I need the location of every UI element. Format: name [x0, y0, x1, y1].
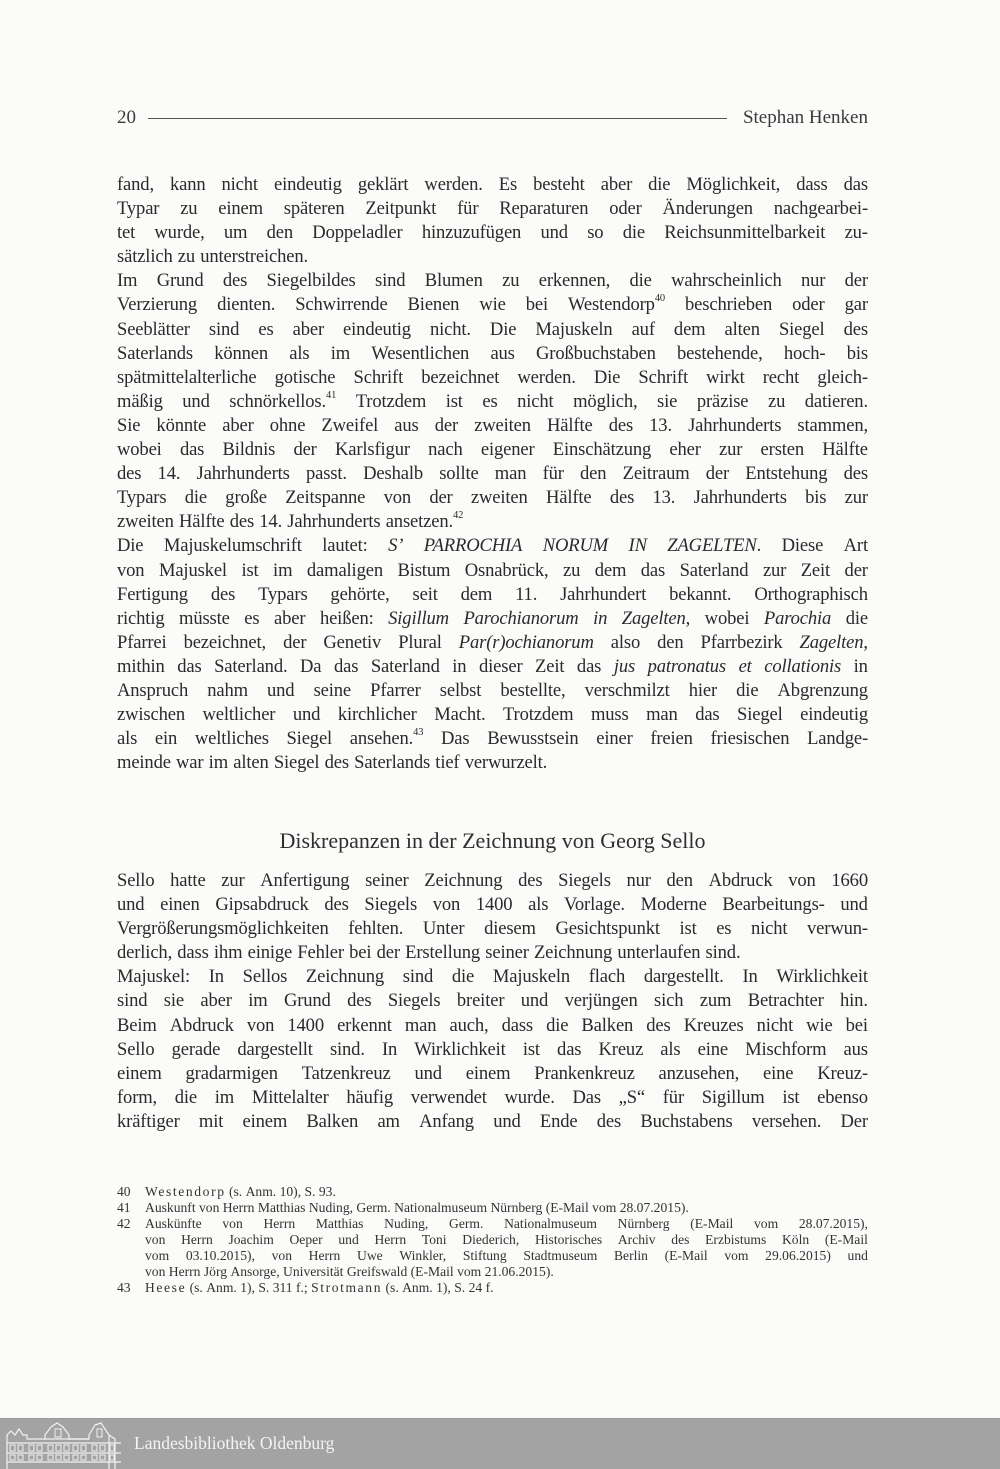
paragraph [117, 869, 868, 965]
running-author: Stephan Henken [742, 107, 868, 128]
paragraph [117, 534, 868, 775]
library-name: Landesbibliothek Oldenburg [134, 1433, 335, 1453]
text-line: Beim Abdruck von 1400 erkennt man auch, dass die Balken des Kreuzes nicht wie bei [117, 1014, 868, 1036]
text-line: derlich, dass ihm einige Fehler bei der Erstellung seiner Zeichnung unterlaufen sind. [117, 942, 741, 964]
footnote-text: Auskünfte von Herrn Matthias Nuding, Germ. Nationalmuseum Nürnberg (E-Mail vom 28.07.2015), von Herrn Joachim Oeper und Herrn Toni Diederich, Historisches Archiv des Erzbistums Köln (E-Mail vom 03.10.2015), von Herrn Uwe Winkler, Stiftung Stadtmuseum Berlin (E-Mail vom 29.06.2015) und von Herrn Jörg Ansorge, Universität Greifswald (E-Mail vom 21.06.2015). [145, 1216, 868, 1279]
paragraph [117, 269, 868, 534]
text-line: sätzlich zu unterstreichen. [117, 246, 308, 268]
text-line: Sello gerade dargestellt sind. In Wirklichkeit ist das Kreuz als eine Mischform aus [117, 1038, 868, 1060]
text-line: richtig müsste es aber heißen: Sigillum Parochianorum in Zagelten, wobei Parochia die [117, 607, 868, 629]
text-line: meinde war im alten Siegel des Saterlands tief verwurzelt. [117, 752, 548, 774]
text-line: Die Majuskelumschrift lautet: S’ PARROCHIA NORUM IN ZAGELTEN. Diese Art [117, 535, 868, 557]
footnote-text: Westendorp (s. Anm. 10), S. 93. [145, 1184, 336, 1199]
section-text [117, 869, 868, 1134]
text-line: spätmittelalterliche gotische Schrift bezeichnet werden. Die Schrift wirkt recht gleich- [117, 366, 868, 388]
text-line: Saterlands können als im Wesentlichen aus Großbuchstaben bestehende, hoch- bis [117, 342, 868, 364]
text-line: zwischen weltlicher und kirchlicher Macht. Trotzdem muss man das Siegel eindeutig [117, 704, 868, 726]
footnote-text: Heese (s. Anm. 1), S. 311 f.; Strotmann (s. Anm. 1), S. 24 f. [145, 1280, 494, 1295]
footnote-marker[interactable]: 42 [453, 510, 464, 522]
text-line: Majuskel: In Sellos Zeichnung sind die Majuskeln flach dargestellt. In Wirklichkeit [117, 966, 868, 988]
paragraph [117, 173, 868, 269]
text-line: Verzierung dienten. Schwirrende Bienen wie bei Westendorp$^{40}$ beschrieben oder gar [117, 293, 868, 316]
footnote-text: Auskunft von Herrn Matthias Nuding, Germ. Nationalmuseum Nürnberg (E-Mail vom 28.07.2015). [145, 1200, 689, 1215]
text-line: form, die im Mittelalter häufig verwendet wurde. Das „S“ für Sigillum ist ebenso [117, 1086, 868, 1108]
text-line: wobei das Bildnis der Karlsfigur nach eigener Einschätzung eher zur ersten Hälfte [117, 439, 868, 461]
text-line: einem gradarmigen Tatzenkreuz und einem Prankenkreuz anzusehen, eine Kreuz- [117, 1062, 868, 1084]
footnote-marker[interactable]: 43 [413, 726, 424, 738]
text-line: Sello hatte zur Anfertigung seiner Zeichnung des Siegels nur den Abdruck von 1660 [117, 870, 868, 891]
footnote-number: 40 [117, 1184, 131, 1199]
text-line: Vergrößerungsmöglichkeiten fehlten. Unter diesem Gesichtspunkt ist es nicht verwun- [117, 918, 868, 940]
paragraph [117, 965, 868, 1134]
text-line: mithin das Saterland. Da das Saterland in dieser Zeit das jus patronatus et collationis in [117, 655, 868, 677]
library-building-icon [5, 1421, 123, 1469]
text-line: tet wurde, um den Doppeladler hinzuzufügen und so die Reichsunmittelbarkeit zu- [117, 222, 868, 244]
text-line: Fertigung des Typars gehörte, seit dem 11. Jahrhundert bekannt. Orthographisch [117, 583, 868, 605]
text-line: sind sie aber im Grund des Siegels breiter und verjüngen sich zum Betrachter hin. [117, 990, 868, 1012]
footnote-43 [117, 1280, 868, 1296]
header-rule [148, 118, 727, 119]
footnote-40 [117, 1184, 868, 1200]
text-line: Pfarrei bezeichnet, der Genetiv Plural Par(r)ochianorum also den Pfarrbezirk Zagelten, [117, 631, 868, 653]
footnote-number: 43 [117, 1280, 131, 1295]
text-line: Typar zu einem späteren Zeitpunkt für Reparaturen oder Änderungen nachgearbei- [117, 198, 868, 220]
page-number: 20 [117, 107, 136, 128]
text-line: Anspruch nahm und seine Pfarrer selbst bestellte, verschmilzt hier die Abgrenzung [117, 679, 868, 701]
footnote-marker[interactable]: 40 [654, 293, 666, 305]
text-line: kräftiger mit einem Balken am Anfang und Ende des Buchstabens versehen. Der [117, 1110, 868, 1132]
footnote-41 [117, 1200, 868, 1216]
text-line: Seeblätter sind es aber eindeutig nicht. Die Majuskeln auf dem alten Siegel des [117, 318, 868, 340]
footnote-marker[interactable]: 41 [325, 389, 337, 401]
text-line: Typars die große Zeitspanne von der zweiten Hälfte des 13. Jahrhunderts bis zur [117, 487, 868, 509]
text-line: mäßig und schnörkellos.$^{41}$ Trotzdem ist es nicht möglich, sie präzise zu datieren. [117, 389, 868, 412]
text-line: Sie könnte aber ohne Zweifel aus der zweiten Hälfte des 13. Jahrhunderts stammen, [117, 414, 868, 436]
body-text [117, 173, 868, 775]
text-line: von Majuskel ist im damaligen Bistum Osnabrück, zu dem das Saterland zur Zeit der [117, 559, 868, 581]
text-line: fand, kann nicht eindeutig geklärt werden. Es besteht aber die Möglichkeit, dass das [117, 174, 868, 195]
text-line: als ein weltliches Siegel ansehen.$^{43}$ Das Bewusstsein einer freien friesischen Landge- [117, 726, 868, 750]
footnote-42 [117, 1216, 868, 1280]
footnote-number: 42 [117, 1216, 131, 1231]
text-line: und einen Gipsabdruck des Siegels von 1400 als Vorlage. Moderne Bearbeitungs- und [117, 894, 868, 916]
text-line: Im Grund des Siegelbildes sind Blumen zu erkennen, die wahrscheinlich nur der [117, 270, 868, 292]
text-line: des 14. Jahrhunderts passt. Deshalb sollte man für den Zeitraum der Entstehung des [117, 463, 868, 485]
footnotes [117, 1184, 868, 1296]
running-header [117, 104, 868, 132]
section-heading: Diskrepanzen in der Zeichnung von Georg Sello [279, 828, 706, 853]
footnote-number: 41 [117, 1200, 131, 1215]
library-banner [0, 1418, 1000, 1469]
text-line: zweiten Hälfte des 14. Jahrhunderts ansetzen.$^{42}$ [117, 510, 464, 533]
